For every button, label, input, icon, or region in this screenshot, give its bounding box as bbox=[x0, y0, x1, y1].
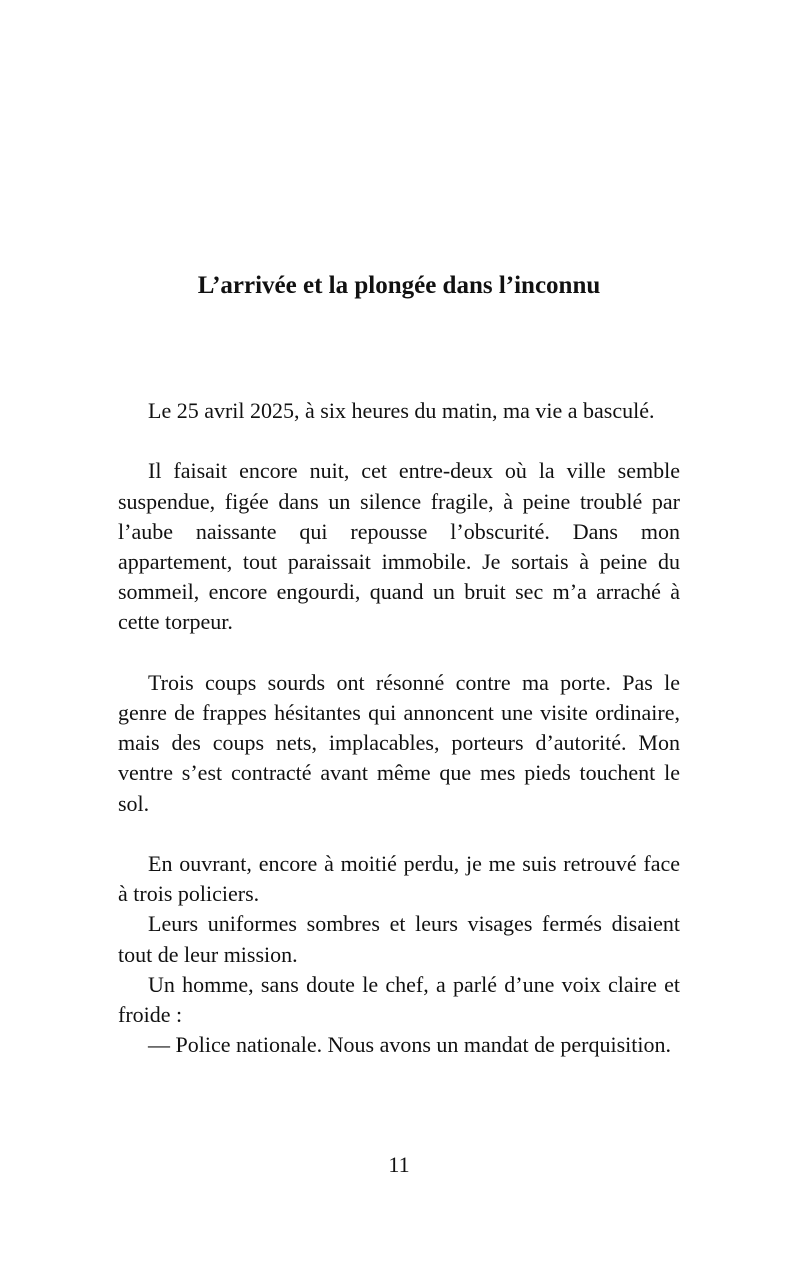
dialogue-line: — Police nationale. Nous avons un mandat de perquisition. bbox=[148, 1032, 672, 1058]
paragraph: Le 25 avril 2025, à six heures du matin, ma vie a basculé. bbox=[148, 398, 655, 423]
paragraph: En ouvrant, encore à moitié perdu, je me suis retrouvé face à trois policiers. bbox=[118, 851, 680, 907]
page-number: 11 bbox=[388, 1152, 410, 1177]
paragraph: Trois coups sourds ont résonné contre ma porte. Pas le genre de frappes hésitantes qui annoncent une visite ordinaire, mais des coups nets, implacables, porteurs d’autorité. Mon ventre s’est contracté avant même que mes pieds touchent le sol. bbox=[118, 669, 680, 816]
chapter-title: L’arrivée et la plongée dans l’inconnu bbox=[197, 272, 601, 299]
paragraph: Un homme, sans doute le chef, a parlé d’une voix claire et froide : bbox=[118, 971, 680, 1028]
paragraph: Il faisait encore nuit, cet entre-deux où la ville semble suspendue, figée dans un silence fragile, à peine troublé par l’aube naissante qui repousse l’obscurité. Dans mon appartement, tout paraissait immobile. Je sortais à peine du sommeil, encore engourdi, quand un bruit sec m’a arraché à cette torpeur. bbox=[118, 458, 680, 635]
chapter-body bbox=[118, 396, 680, 1060]
paragraph: Leurs uniformes sombres et leurs visages fermés disaient tout de leur mission. bbox=[118, 911, 680, 967]
